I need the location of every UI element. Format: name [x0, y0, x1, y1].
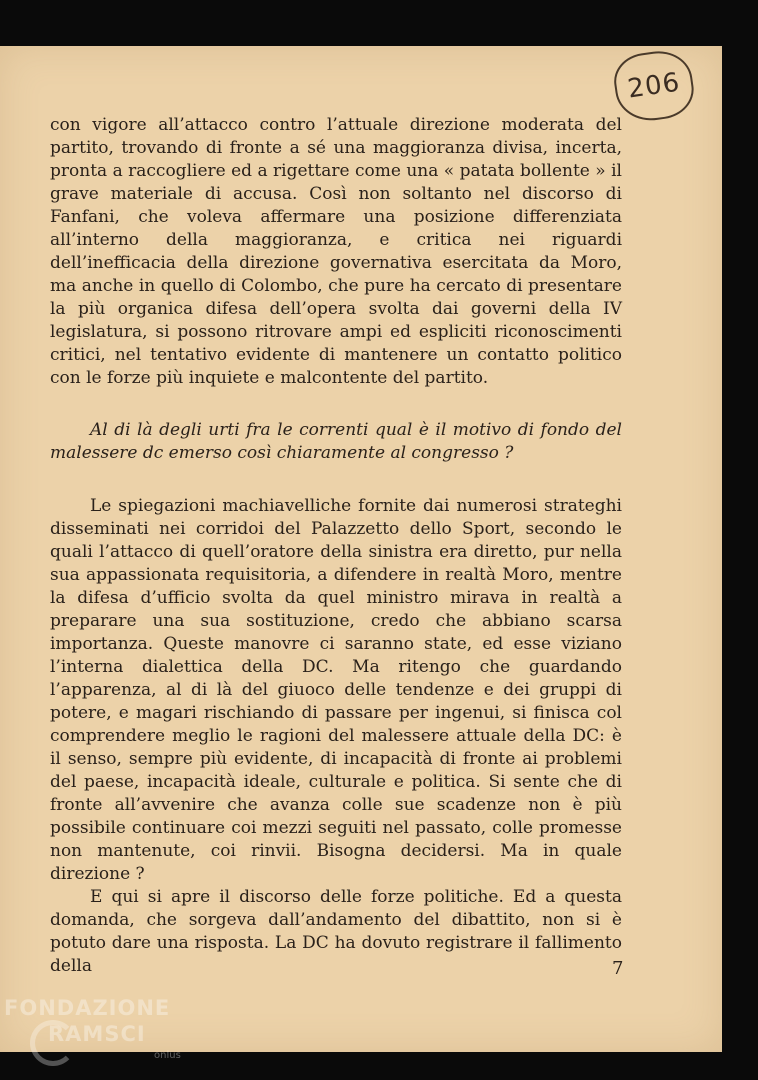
watermark-logo: [4, 996, 194, 1076]
body-text: [50, 114, 622, 978]
page-number: 7: [612, 958, 624, 979]
handwritten-archive-number: 206: [611, 47, 698, 125]
interview-question: Al di là degli urti fra le correnti qual è il motivo di fondo del malessere dc emerso così chiaramente al congresso ?: [50, 420, 622, 463]
paragraph: E qui si apre il discorso delle forze politiche. Ed a questa domanda, che sorgeva dall’andamento del dibattito, non si è potuto dare una risposta. La DC ha dovuto registrare il fallimento della: [50, 887, 622, 976]
watermark-line-2: RAMSCI: [48, 1022, 146, 1046]
paragraph: Le spiegazioni machiavelliche fornite dai numerosi strateghi disseminati nei corridoi del Palazzetto dello Sport, secondo le quali l’attacco di quell’oratore della sinistra era diretto, pur nella sua appassionata requisitoria, a difendere in realtà Moro, mentre la difesa d’ufficio svolta da quel ministro mirava in realtà a preparare una sua sostituzione, credo che abbiano scarsa importanza. Queste manovre ci saranno state, ed esse viziano l’interna dialettica della DC. Ma ritengo che guardando l’apparenza, al di là del giuoco delle tendenze e dei gruppi di potere, e magari rischiando di passare per ingenui, si finisca col comprendere meglio le ragioni del malessere attuale della DC: è il senso, sempre più evidente, di incapacità di fronte ai problemi del paese, incapacità ideale, culturale e politica. Si sente che di fronte all’avvenire che avanza colle sue scadenze non è più possibile continuare coi mezzi seguiti nel passato, colle promesse non mantenute, coi rinvii. Bisogna decidersi. Ma in quale direzione ?: [50, 496, 622, 884]
paragraph: con vigore all’attacco contro l’attuale direzione moderata del partito, trovando di fronte a sé una maggioranza divisa, incerta, pronta a raccogliere ed a rigettare come una « patata bollente » il grave materiale di accusa. Così non soltanto nel discorso di Fanfani, che voleva affermare una posizione differenziata all’interno della maggioranza, e critica nei riguardi dell’inefficacia della direzione governativa esercitata da Moro, ma anche in quello di Colombo, che pure ha cercato di presentare la più organica difesa dell’opera svolta dai governi della IV legislatura, si possono ritrovare ampi ed espliciti riconoscimenti critici, nel tentativo evidente di mantenere un contatto politico con le forze più inquiete e malcontente del partito.: [50, 115, 622, 388]
watermark-suffix: onlus: [154, 1050, 181, 1061]
watermark-line-1: FONDAZIONE: [4, 996, 171, 1020]
